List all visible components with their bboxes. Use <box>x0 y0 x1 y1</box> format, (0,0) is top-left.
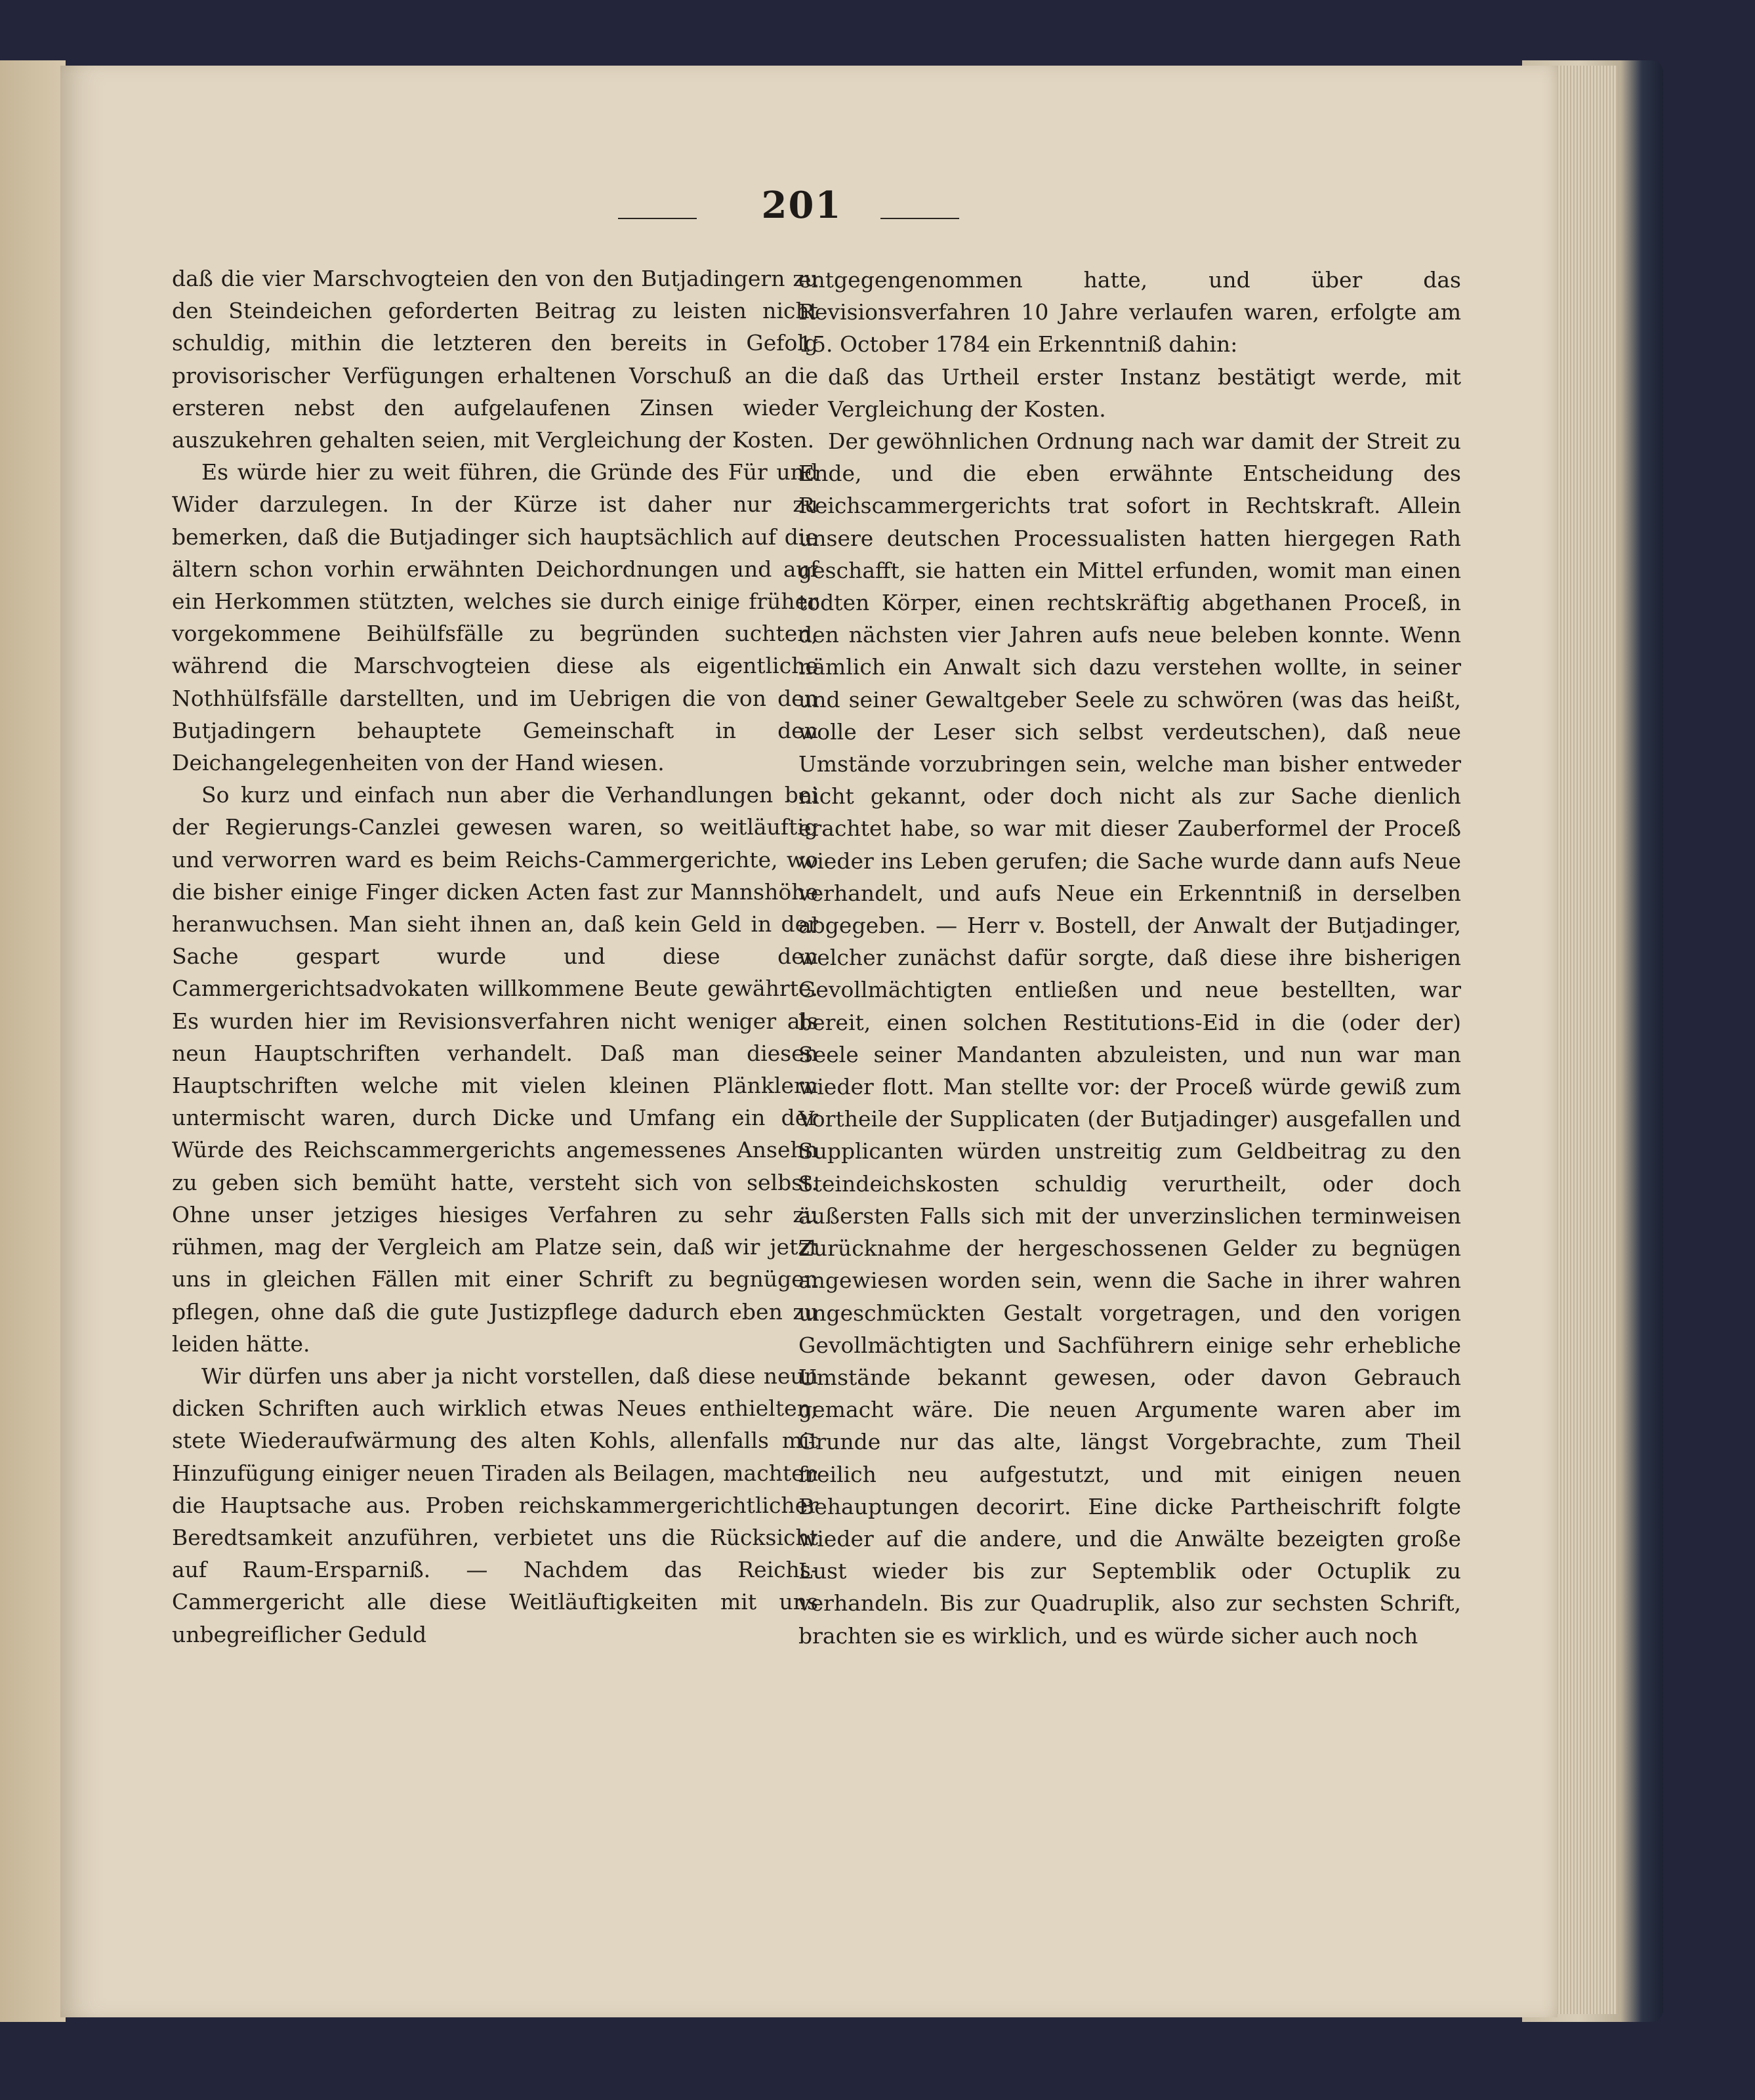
facing-left-page <box>0 60 66 2022</box>
paragraph: So kurz und einfach nun aber die Verhandlungen bei der Regierungs-Canzlei gewesen waren, so weitläuftig und verworren ward es beim Reichs-Cammergerichte, wo die bisher einige Finger dicken Acten fast zur Mannshöhe heranwuchsen. Man sieht ihnen an, daß kein Geld in der Sache gespart wurde und diese den Cammergerichtsadvokaten willkommene Beute gewährte. Es wurden hier im Revisionsverfahren nicht weniger als neun Hauptschriften verhandelt. Daß man diesen Hauptschriften welche mit vielen kleinen Plänklern untermischt waren, durch Dicke und Umfang ein der Würde des Reichscammergerichts angemessenes Ansehn zu geben sich bemüht hatte, versteht sich von selbst. Ohne unser jetziges hiesiges Verfahren zu sehr zu rühmen, mag der Vergleich am Platze sein, daß wir jetzt uns in gleichen Fällen mit einer Schrift zu begnügen pflegen, ohne daß die gute Justizpflege dadurch eben zu leiden hätte. <box>172 782 818 1357</box>
text-column-right <box>798 264 1461 1652</box>
book-page <box>60 66 1558 2017</box>
header-rule-left <box>618 218 697 219</box>
paragraph: entgegengenommen hatte, und über das Revisionsverfahren 10 Jahre verlaufen waren, erfolgte am 15. October 1784 ein Erkenntniß dahin: <box>798 267 1461 358</box>
paragraph: Es würde hier zu weit führen, die Gründe des Für und Wider darzulegen. In der Kürze ist daher nur zu bemerken, daß die Butjadinger sich hauptsächlich auf die ältern schon vorhin erwähnten Deichordnungen und auf ein Herkommen stützten, welches sie durch einige früher vorgekommene Beihülfsfälle zu begründen suchten, während die Marschvogteien diese als eigentliche Nothhülfsfälle darstellten, und im Uebrigen die von den Butjadingern behauptete Gemeinschaft in den Deichangelegenheiten von der Hand wiesen. <box>172 459 818 776</box>
judgment-quote: daß das Urtheil erster Instanz bestätigt werde, mit Vergleichung der Kosten. <box>828 363 1461 422</box>
paragraph: Wir dürfen uns aber ja nicht vorstellen, daß diese neun dicken Schriften auch wirklich etwas Neues enthielten; stete Wiederaufwärmung des alten Kohls, allenfalls mit Hinzufügung einiger neuen Tiraden als Beilagen, machten die Hauptsache aus. Proben reichskammergerichtlicher Beredtsamkeit anzuführen, verbietet uns die Rücksicht auf Raum-Ersparniß. — Nachdem das Reichs-Cammergericht alle diese Weitläuftigkeiten mit uns unbegreiflicher Geduld <box>172 1363 818 1647</box>
paragraph: Der gewöhnlichen Ordnung nach war damit der Streit zu Ende, und die eben erwähnte Entscheidung des Reichscammergerichts trat sofort in Rechtskraft. Allein unsere deutschen Processualisten hatten hiergegen Rath geschafft, sie hatten ein Mittel erfunden, womit man einen todten Körper, einen rechtskräftig abgethanen Proceß, in den nächsten vier Jahren aufs neue beleben konnte. Wenn nämlich ein Anwalt sich dazu verstehen wollte, in seiner und seiner Gewaltgeber Seele zu schwören (was das heißt, wolle der Leser sich selbst verdeutschen), daß neue Umstände vorzubringen sein, welche man bisher entweder nicht gekannt, oder doch nicht als zur Sache dienlich erachtet habe, so war mit dieser Zauberformel der Proceß wieder ins Leben gerufen; die Sache wurde dann aufs Neue verhandelt, und aufs Neue ein Erkenntniß in derselben abgegeben. — Herr v. Bostell, der Anwalt der Butjadinger, welcher zunächst dafür sorgte, daß diese ihre bisherigen Gevollmächtigten entließen und neue bestellten, war bereit, einen solchen Restitutions-Eid in die (oder der) Seele seiner Mandanten abzuleisten, und nun war man wieder flott. Man stellte vor: der Proceß würde gewiß zum Vortheile der Supplicaten (der Butjadinger) ausgefallen und Supplicanten würden unstreitig zum Geldbeitrag zu den Steindeichskosten schuldig verurtheilt, oder doch äußersten Falls sich mit der unverzinslichen terminweisen Zurücknahme der hergeschossenen Gelder zu begnügen angewiesen worden sein, wenn die Sache in ihrer wahren ungeschmückten Gestalt vorgetragen, und den vorigen Gevollmächtigten und Sachführern einige sehr erhebliche Umstände bekannt gewesen, oder davon Gebrauch gemacht wäre. Die neuen Argumente waren aber im Grunde nur das alte, längst Vorgebrachte, zum Theil freilich neu aufgestutzt, und mit einigen neuen Behauptungen decorirt. Eine dicke Partheischrift folgte wieder auf die andere, und die Anwälte bezeigten große Lust wieder bis zur Septemblik oder Octuplik zu verhandeln. Bis zur Quadruplik, also zur sechsten Schrift, brachten sie es wirklich, und es würde sicher auch noch <box>798 428 1461 1649</box>
header-rule-right <box>880 218 959 219</box>
text-column-left <box>172 262 818 1651</box>
page-number: 201 <box>761 184 842 227</box>
paragraph: daß die vier Marschvogteien den von den Butjadingern zu den Steindeichen geforderten Beitrag zu leisten nicht schuldig, mithin die letzteren den bereits in Gefolg provisorischer Verfügungen erhaltenen Vorschuß an die ersteren nebst den aufgelaufenen Zinsen wieder auszukehren gehalten seien, mit Vergleichung der Kosten. <box>172 266 818 453</box>
